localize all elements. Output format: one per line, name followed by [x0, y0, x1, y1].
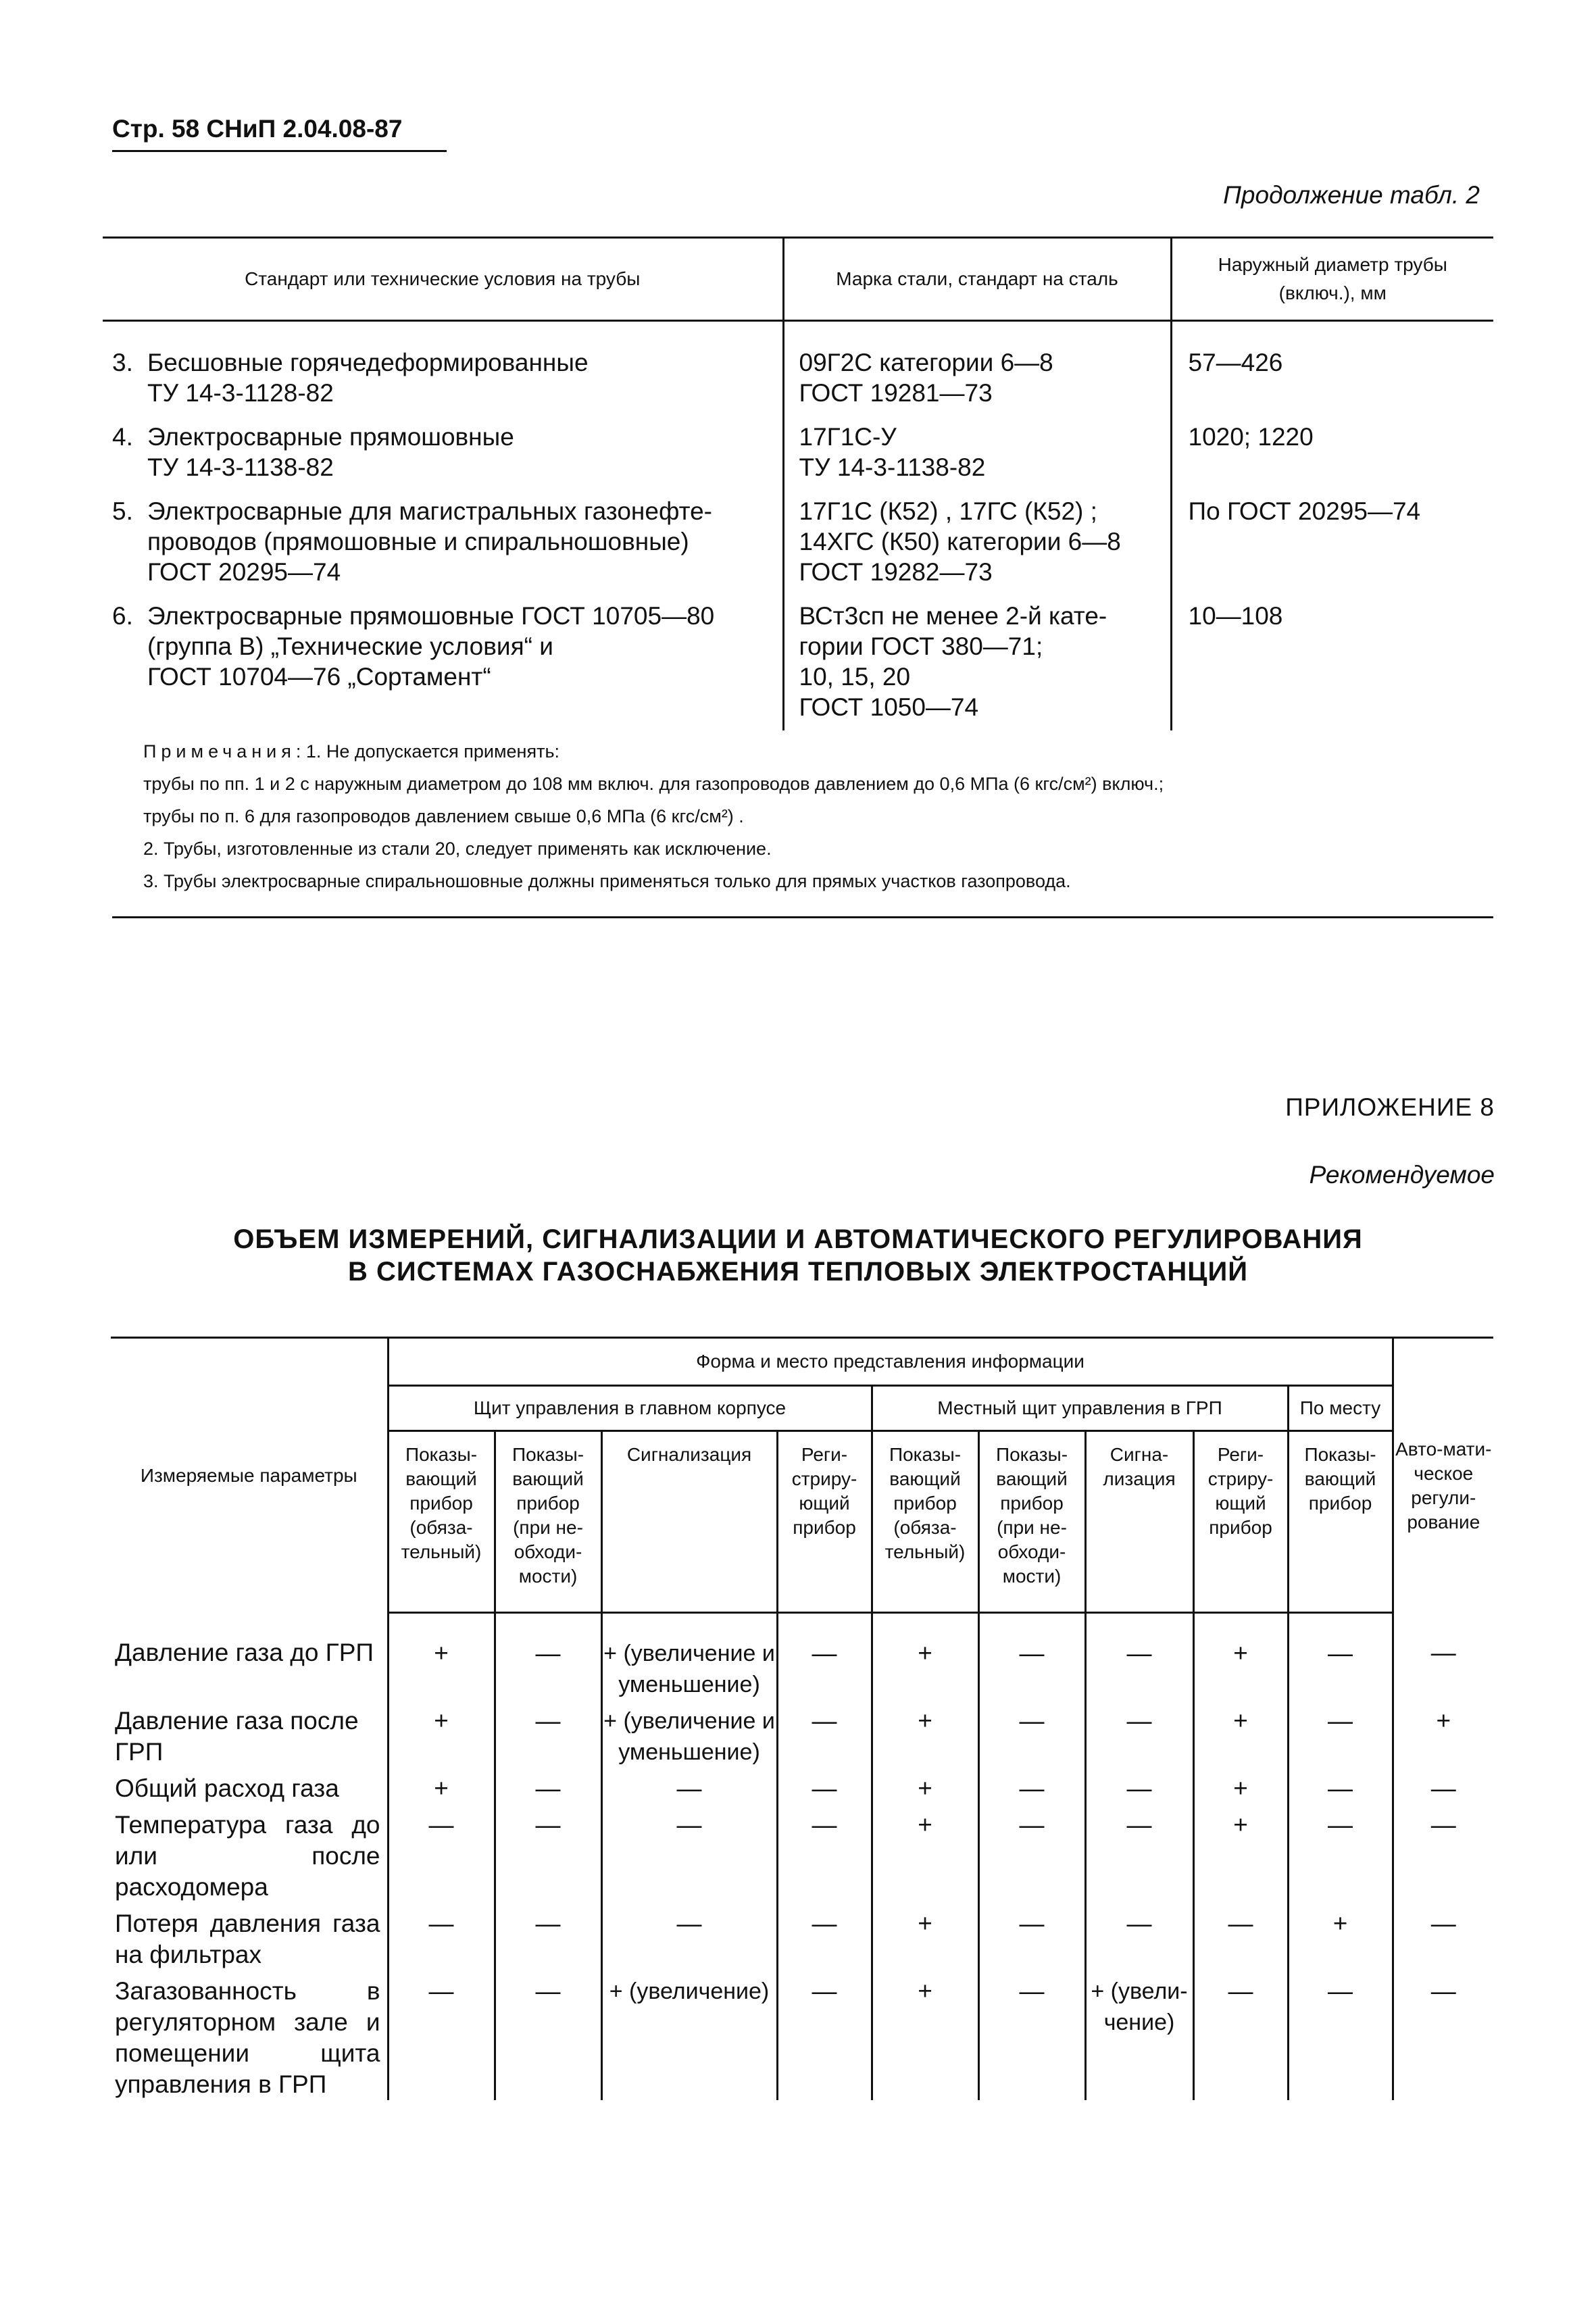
- subgroup-on-site: По месту: [1288, 1386, 1393, 1431]
- table-cell: —: [388, 1804, 495, 1903]
- table-cell: +: [1193, 1804, 1288, 1903]
- cell-line: Электросварные прямошовные: [147, 423, 514, 451]
- table-cell: —: [777, 1768, 872, 1804]
- table-cell: —: [1085, 1804, 1193, 1903]
- table-cell: —: [1288, 1768, 1393, 1804]
- col-header-parameters: Измеряемые параметры: [111, 1338, 388, 1613]
- table-row: [103, 482, 1493, 587]
- table-row: [111, 1768, 1493, 1804]
- cell-line: (группа В) „Технические условия“ и: [147, 632, 553, 660]
- table-cell: + (увеличение): [601, 1970, 777, 2100]
- col-header-standard: Стандарт или технические условия на трубы: [103, 238, 783, 321]
- note-line: 3. Трубы электросварные спиральношовные должны применяться только для прямых участков газопровода.: [143, 871, 1071, 891]
- table-cell: —: [978, 1700, 1085, 1768]
- row-number: 6.: [112, 602, 133, 630]
- cell-diameter: 1020; 1220: [1188, 423, 1314, 451]
- notes-label: Примечания: [143, 741, 296, 762]
- table-row: [111, 1613, 1493, 1701]
- cell-line: 10, 15, 20: [799, 663, 911, 691]
- parameter-name: Температура газа до или после расходомера: [111, 1804, 388, 1903]
- table-row: [111, 1903, 1493, 1970]
- table-continuation-label: Продолжение табл. 2: [1223, 181, 1480, 209]
- table-cell: —: [495, 1613, 601, 1701]
- cell-line: ВСт3сп не менее 2-й кате-: [799, 602, 1107, 630]
- table-row: [111, 1804, 1493, 1903]
- cell-line: 17Г1С (К52) , 17ГС (К52) ;: [799, 497, 1097, 525]
- table-cell: —: [978, 1768, 1085, 1804]
- sub-col-header: Сигнализация: [601, 1431, 777, 1613]
- table-cell: —: [601, 1903, 777, 1970]
- cell-line: ГОСТ 19281—73: [799, 379, 993, 407]
- note-line: трубы по пп. 1 и 2 с наружным диаметром до 108 мм включ. для газопроводов давлением до 0,6 МПа (6 кгс/см²) включ.;: [143, 774, 1164, 794]
- subgroup-main-building: Щит управления в главном корпусе: [388, 1386, 872, 1431]
- table-cell: —: [495, 1768, 601, 1804]
- table-cell: —: [978, 1804, 1085, 1903]
- appendix-title-line2: В СИСТЕМАХ ГАЗОСНАБЖЕНИЯ ТЕПЛОВЫХ ЭЛЕКТРОСТАНЦИЙ: [347, 1257, 1249, 1287]
- table-cell: —: [495, 1903, 601, 1970]
- note-line: 2. Трубы, изготовленные из стали 20, следует применять как исключение.: [143, 839, 772, 859]
- row-number: 3.: [112, 349, 133, 376]
- cell-line: ГОСТ 20295—74: [147, 558, 341, 586]
- table-notes: [143, 735, 1493, 897]
- note-line: : 1. Не допускается применять:: [295, 741, 560, 762]
- sub-col-header: Реги-стриру-ющий прибор: [777, 1431, 872, 1613]
- cell-line: Электросварные для магистральных газонефте-: [147, 497, 713, 525]
- table-cell: —: [1085, 1700, 1193, 1768]
- table-cell: —: [777, 1804, 872, 1903]
- table-cell: —: [1085, 1903, 1193, 1970]
- cell-line: ГОСТ 10704—76 „Сортамент“: [147, 663, 491, 691]
- appendix-title-line1: ОБЪЕМ ИЗМЕРЕНИЙ, СИГНАЛИЗАЦИИ И АВТОМАТИЧЕСКОГО РЕГУЛИРОВАНИЯ: [233, 1224, 1363, 1254]
- page-header: Стр. 58 СНиП 2.04.08-87: [112, 115, 403, 143]
- table-cell: —: [1085, 1768, 1193, 1804]
- sub-col-header: Показы-вающий прибор (обяза-тельный): [872, 1431, 978, 1613]
- table-cell: +: [872, 1700, 978, 1768]
- table-cell: + (увеличение и уменьшение): [601, 1700, 777, 1768]
- table-cell: —: [1288, 1613, 1393, 1701]
- table-cell: —: [978, 1613, 1085, 1701]
- parameter-name: Давление газа до ГРП: [111, 1613, 388, 1701]
- table-cell: —: [1430, 1811, 1456, 1839]
- table-cell: +: [1193, 1613, 1288, 1701]
- sub-col-header: Показы-вающий прибор (при не-обходи-мости): [978, 1431, 1085, 1613]
- row-number: 5.: [112, 497, 133, 525]
- table-cell: +: [1288, 1903, 1393, 1970]
- table-cell: —: [978, 1903, 1085, 1970]
- pipes-table: [103, 237, 1493, 730]
- cell-line: Бесшовные горячедеформированные: [147, 349, 589, 376]
- cell-line: ТУ 14-3-1138-82: [799, 453, 986, 481]
- table-cell: —: [1288, 1970, 1393, 2100]
- cell-diameter: По ГОСТ 20295—74: [1188, 497, 1421, 525]
- table-cell: —: [1430, 1774, 1456, 1802]
- cell-line: ГОСТ 1050—74: [799, 693, 979, 721]
- table-cell: —: [777, 1970, 872, 2100]
- sub-col-header: Реги-стриру-ющий прибор: [1193, 1431, 1288, 1613]
- table-cell: +: [872, 1903, 978, 1970]
- table-cell: —: [777, 1903, 872, 1970]
- table-cell: —: [1193, 1903, 1288, 1970]
- table-cell: —: [495, 1970, 601, 2100]
- table-cell: +: [872, 1804, 978, 1903]
- table-cell: —: [1193, 1970, 1288, 2100]
- table-cell: + (увели-чение): [1085, 1970, 1193, 2100]
- table-cell: +: [388, 1613, 495, 1701]
- table-row: [103, 587, 1493, 730]
- cell-diameter: 57—426: [1188, 349, 1283, 376]
- cell-line: Электросварные прямошовные ГОСТ 10705—80: [147, 602, 715, 630]
- sub-col-header: Показы-вающий прибор (обяза-тельный): [388, 1431, 495, 1613]
- table-cell: —: [388, 1903, 495, 1970]
- cell-diameter: 10—108: [1188, 602, 1283, 630]
- table-cell: —: [777, 1700, 872, 1768]
- cell-line: гории ГОСТ 380—71;: [799, 632, 1043, 660]
- table-cell: —: [1430, 1910, 1456, 1937]
- cell-line: 17Г1С-У: [799, 423, 897, 451]
- table-cell: —: [495, 1804, 601, 1903]
- col-header-steel: Марка стали, стандарт на сталь: [783, 238, 1171, 321]
- table-row: [111, 1700, 1493, 1768]
- table-cell: —: [388, 1970, 495, 2100]
- col-header-diameter: Наружный диаметр трубы (включ.), мм: [1171, 238, 1493, 321]
- parameter-name: Потеря давления газа на фильтрах: [111, 1903, 388, 1970]
- header-underline: [112, 150, 447, 152]
- table-cell: —: [601, 1768, 777, 1804]
- table-row: [103, 408, 1493, 482]
- table-cell: —: [1288, 1700, 1393, 1768]
- parameter-name: Загазованность в регуляторном зале и помещении щита управления в ГРП: [111, 1970, 388, 2100]
- note-line: трубы по п. 6 для газопроводов давлением свыше 0,6 МПа (6 кгс/см²) .: [143, 806, 744, 826]
- table-cell: —: [601, 1804, 777, 1903]
- table-row: [103, 321, 1493, 409]
- table-cell: —: [495, 1700, 601, 1768]
- appendix-status: Рекомендуемое: [1309, 1161, 1495, 1189]
- cell-line: 14ХГС (К50) категории 6—8: [799, 528, 1121, 555]
- table-cell: +: [872, 1613, 978, 1701]
- row-number: 4.: [112, 423, 133, 451]
- sub-col-header: Показы-вающий прибор: [1288, 1431, 1393, 1613]
- appendix-label: ПРИЛОЖЕНИЕ 8: [1285, 1093, 1495, 1121]
- table-cell: —: [1430, 1977, 1456, 2005]
- cell-line: 09Г2С категории 6—8: [799, 349, 1053, 376]
- sub-col-header: Показы-вающий прибор (при не-обходи-мости): [495, 1431, 601, 1613]
- table-cell: +: [1193, 1768, 1288, 1804]
- table-cell: —: [1085, 1613, 1193, 1701]
- table-cell: —: [978, 1970, 1085, 2100]
- table-cell: —: [777, 1613, 872, 1701]
- table-row: [111, 1970, 1493, 2100]
- table-cell: + (увеличение и уменьшение): [601, 1613, 777, 1701]
- cell-line: проводов (прямошовные и спиральношовные): [147, 528, 689, 555]
- table-cell: +: [388, 1768, 495, 1804]
- col-header-group: Форма и место представления информации: [388, 1338, 1393, 1386]
- parameter-name: Давление газа после ГРП: [111, 1700, 388, 1768]
- table-cell: +: [872, 1970, 978, 2100]
- section-divider: [112, 916, 1493, 918]
- table-cell: +: [388, 1700, 495, 1768]
- cell-line: ТУ 14-3-1138-82: [147, 453, 334, 481]
- table-cell: +: [1436, 1707, 1451, 1735]
- table-cell: —: [1288, 1804, 1393, 1903]
- cell-line: ТУ 14-3-1128-82: [147, 379, 334, 407]
- table-cell: —: [1430, 1638, 1456, 1666]
- col-header-auto-regulation: Авто-мати-ческое регули-рование: [1393, 1338, 1493, 1613]
- subgroup-local-grp: Местный щит управления в ГРП: [872, 1386, 1288, 1431]
- sub-col-header: Сигна-лизация: [1085, 1431, 1193, 1613]
- table-cell: +: [1193, 1700, 1288, 1768]
- cell-line: ГОСТ 19282—73: [799, 558, 993, 586]
- measurements-table: [111, 1337, 1493, 2100]
- table-cell: +: [872, 1768, 978, 1804]
- parameter-name: Общий расход газа: [111, 1768, 388, 1804]
